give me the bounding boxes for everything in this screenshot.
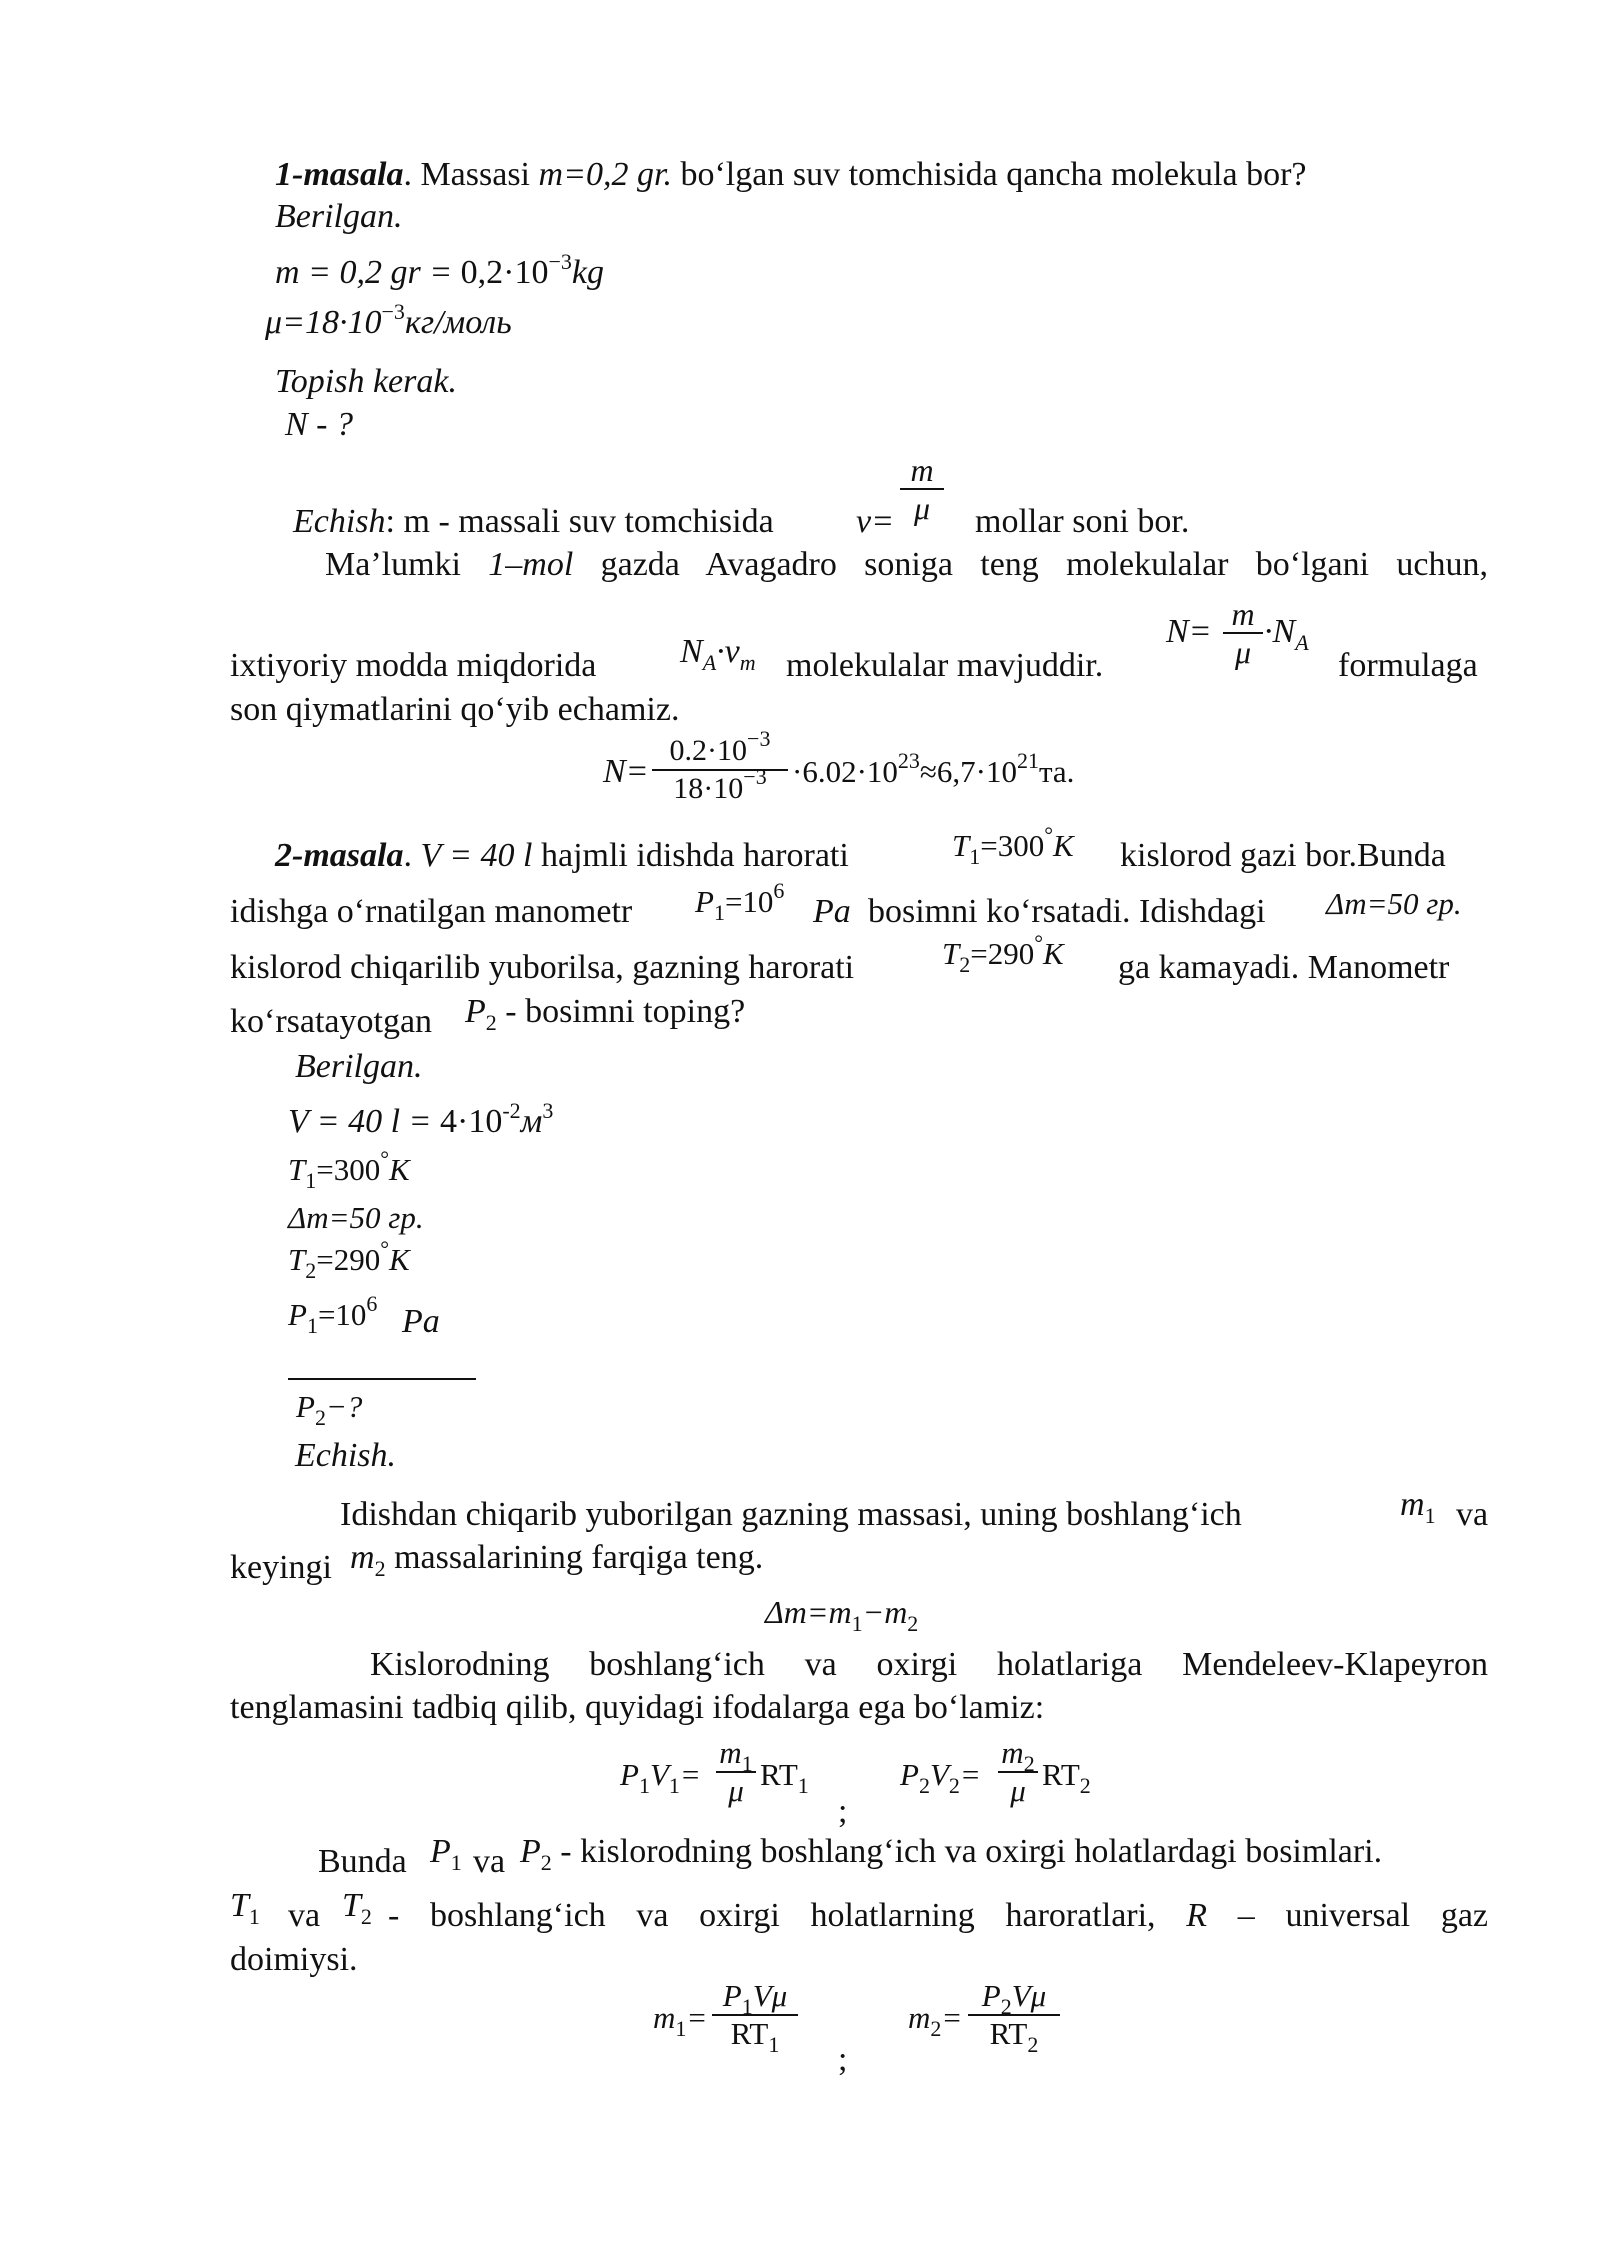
problem1-find-label: Topish kerak. — [275, 363, 457, 400]
eq1-rhs: $RT_1$ — [760, 1757, 809, 1798]
na-nu-expression: $N_A\cdot\nu_m$ — [680, 633, 756, 675]
problem2-line3-end: ga kamayadi. Manometr — [1118, 949, 1450, 986]
problem1-paragraph1: Ma’lumki 1–mol gazda Avagadro soniga teng molekulalar bo‘lgani uchun, — [325, 546, 1488, 583]
problem2-sol-line4: tenglamasini tadbiq qilib, quyidagi ifodalarga ega bo‘lamiz: — [230, 1689, 1045, 1726]
problem2-sol-line5-start: Bunda — [318, 1843, 407, 1880]
calc-rhs: $\cdot 6.02\cdot 10^{23}\approx 6,7\cdot 10^{21}та$. — [792, 748, 1075, 789]
problem2-sol-line1-end: va — [1456, 1496, 1489, 1533]
formula-N-lhs: N= — [1166, 613, 1212, 650]
problem1-mass: m=0,2 gr. — [538, 156, 672, 193]
problem1-para2-start: ixtiyoriy modda miqdorida — [230, 647, 597, 684]
problem1-title-line — [275, 155, 1306, 195]
problem2-line2-start: idishga o‘rnatilgan manometr — [230, 893, 633, 930]
formula-N-fraction: m μ — [1223, 596, 1263, 670]
problem2-given-V: V = 40 $l = 4\cdot 10^{-2}м^3$ — [288, 1098, 554, 1140]
problem2-given-P1-unit: Pa — [402, 1303, 440, 1340]
eq1-semicolon: ; — [838, 1793, 848, 1830]
problem1-given-label: Berilgan. — [275, 198, 403, 235]
problem1-statement: . Massasi — [403, 156, 539, 193]
m1-fraction: $P_1V\mu$ $RT_1$ — [712, 1978, 798, 2052]
problem2-T2-inline: $T_2=290^\circ K$ — [942, 930, 1064, 977]
problem2-solution-label: Echish. — [295, 1437, 397, 1474]
problem2-given-dm: Δm=50 гр. — [288, 1200, 424, 1235]
problem2-P1-inline: $P_1=10^6$ — [695, 878, 785, 925]
problem2-find-P2: $P_2-$? — [296, 1389, 363, 1430]
problem1-given-m: m = 0,2 gr = $0,2\cdot 10^{-3}kg$ — [275, 249, 605, 291]
problem2-given-T1: $T_1=300^\circ K$ — [288, 1146, 410, 1193]
problem1-solution-tail: mollar soni bor. — [975, 503, 1190, 540]
problem1-heading: 1-masala — [275, 156, 404, 193]
problem1-para2-end: formulaga — [1338, 647, 1478, 684]
eq1-lhs: $P_1V_1=$ — [620, 1757, 701, 1798]
problem2-line3-start: kislorod chiqarilib yuborilsa, gazning harorati — [230, 949, 855, 986]
problem2-sol-line3: Kislorodning boshlang‘ich va oxirgi holatlariga Mendeleev-Klapeyron — [370, 1646, 1488, 1683]
problem2-given-T2: $T_2=290^\circ K$ — [288, 1236, 410, 1283]
problem2-given-P1: $P_1=10^6$ — [288, 1291, 378, 1338]
eq2-rhs: $RT_2$ — [1042, 1757, 1091, 1798]
m1-lhs: $m_1=$ — [653, 2000, 708, 2041]
problem1-para2-middle: molekulalar mavjuddir. — [786, 647, 1104, 684]
problem1-solution-label: Echish — [293, 503, 386, 540]
problem2-heading: 2-masala — [275, 837, 404, 874]
problem2-sol-line1: Idishdan chiqarib yuborilgan gazning massasi, uning boshlang‘ich — [340, 1496, 1242, 1533]
problem2-T1-inline: $T_1=300^\circ K$ — [952, 822, 1074, 869]
problem2-line1-start: 2-masala. V = 40 l hajmli idishda harorati — [275, 837, 849, 874]
calc-lhs: N= — [603, 753, 649, 790]
problem2-line2-middle: bosimni ko‘rsatadi. Idishdagi — [868, 893, 1266, 930]
eq1-fraction: $m_1$ μ — [716, 1735, 756, 1809]
problem1-question: bo‘lgan suv tomchisida qancha molekula bor? — [671, 156, 1307, 193]
eq2-lhs: $P_2V_2=$ — [900, 1757, 981, 1798]
problem2-dm-inline: Δm=50 гр. — [1326, 886, 1462, 921]
problem2-sol-line5-rest: $P_2$ - kislorodning boshlang‘ich va oxirgi holatlardagi bosimlari. — [520, 1833, 1383, 1875]
eq2-fraction: $m_2$ μ — [998, 1735, 1038, 1809]
problem2-given-label: Berilgan. — [295, 1048, 423, 1085]
problem2-sol-line6-T2: $T_2$ — [342, 1887, 372, 1929]
calc-fraction: $0.2\cdot 10^{-3}$ $18\cdot 10^{-3}$ — [652, 733, 788, 807]
problem2-sol-line5: $P_1$ — [430, 1833, 462, 1875]
problem2-sol-line6-T1: $T_1$ — [230, 1887, 260, 1929]
problem2-line1-end: kislorod gazi bor.Bunda — [1120, 837, 1446, 874]
problem2-sol-line6-va: va — [288, 1897, 321, 1934]
problem2-sol-line6-rest: - boshlang‘ich va oxirgi holatlarning haroratlari, R – universal gaz — [388, 1897, 1489, 1934]
problem2-sol-line2: keyingi — [230, 1549, 332, 1586]
problem2-P2-inline: $P_2$ - bosimni toping? — [465, 993, 746, 1035]
problem2-sol-line5-va: va — [473, 1843, 506, 1880]
nu-fraction: m μ — [900, 452, 944, 526]
problem2-m2-inline: $m_2$ massalarining farqiga teng. — [350, 1539, 764, 1581]
problem2-Pa-inline: Pa — [813, 893, 851, 930]
nu-lhs: ν= — [856, 503, 895, 540]
problem1-solution-line: Echish: m - massali suv tomchisida — [293, 503, 774, 540]
eq-delta-m: $\Delta m=m_1-m_2$ — [765, 1594, 919, 1636]
problem2-line4: ko‘rsatayotgan — [230, 1003, 433, 1040]
problem1-paragraph3: son qiymatlarini qo‘yib echamiz. — [230, 691, 680, 728]
problem2-sol-line7: doimiysi. — [230, 1941, 358, 1978]
formula-N-rhs: $\cdot N_A$ — [1264, 613, 1309, 655]
problem2-m1-inline: $m_1$ — [1400, 1486, 1436, 1528]
given-divider — [288, 1378, 476, 1380]
m2-lhs: $m_2=$ — [908, 2000, 963, 2041]
problem1-find-item: N - ? — [285, 406, 353, 443]
problem1-given-mu: $\mu=18\cdot 10^{-3}кг$/моль — [265, 299, 512, 341]
m-semicolon: ; — [838, 2041, 848, 2078]
m2-fraction: $P_2V\mu$ $RT_2$ — [968, 1978, 1060, 2052]
